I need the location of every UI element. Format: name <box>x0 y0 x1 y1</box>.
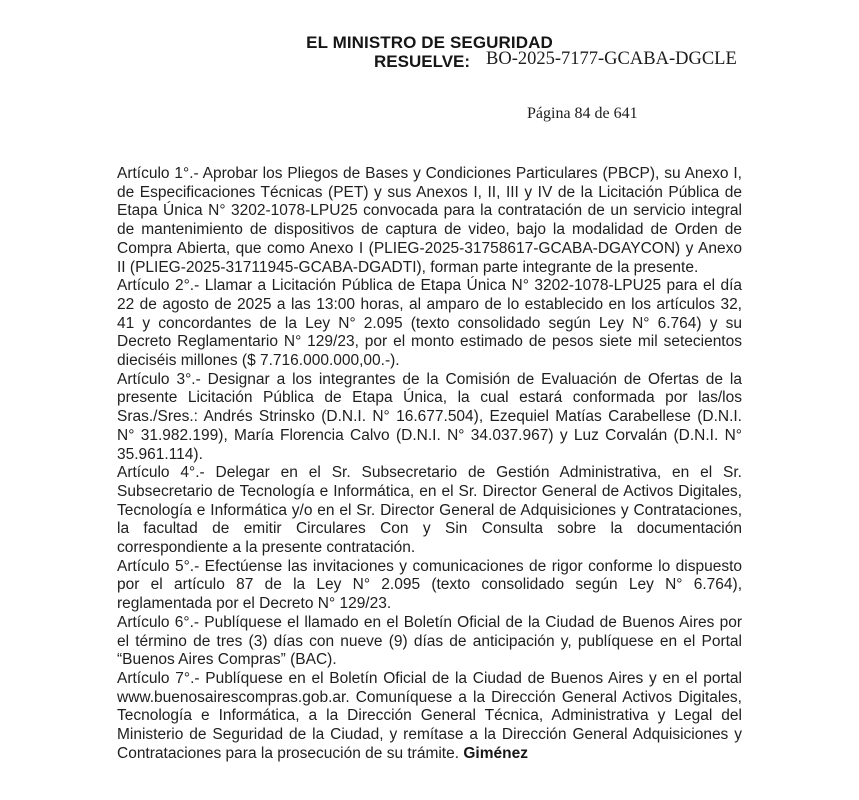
document-code: BO-2025-7177-GCABA-DGCLE <box>486 49 737 69</box>
article-6-paragraph: Artículo 6°.- Publíquese el llamado en el Boletín Oficial de la Ciudad de Buenos Aires por el término de tres (3) días con nueve (9) días de anticipación y, publíquese en el Portal “Buenos Aires Compras” (BAC). <box>117 613 742 669</box>
article-1-paragraph: Artículo 1°.- Aprobar los Pliegos de Bases y Condiciones Particulares (PBCP), su Anexo I, de Especificaciones Técnicas (PET) y sus Anexos I, II, III y IV de la Licitación Pública de Etapa Única N° 3202-1078-LPU25 convocada para la contratación de un servicio integral de mantenimiento de dispositivos de captura de video, bajo la modalidad de Orden de Compra Abierta, que como Anexo I (PLIEG-2025-31758617-GCABA-DGAYCON) y Anexo II (PLIEG-2025-31711945-GCABA-DGADTI), forman parte integrante de la presente. <box>117 165 742 276</box>
article-7-text: Artículo 7°.- Publíquese en el Boletín Oficial de la Ciudad de Buenos Aires y en el portal www.buenosairescompras.gob.ar. Comuníquese a la Dirección General Activos Digitales, Tecnología e Informática, a la Dirección General Técnica, Administrativa y Legal del Ministerio de Seguridad de la Ciudad, y remítase a la Dirección General Adquisiciones y Contrataciones para la prosecución de su trámite. <box>117 669 742 762</box>
resolve-heading: RESUELVE: <box>374 52 471 71</box>
document-title: EL MINISTRO DE SEGURIDAD <box>306 33 553 52</box>
document-body <box>117 165 742 764</box>
article-3-paragraph: Artículo 3°.- Designar a los integrantes de la Comisión de Evaluación de Ofertas de la presente Licitación Pública de Etapa Única, la cual estará conformada por las/los Sras./Sres.: Andrés Strinsko (D.N.I. N° 16.677.504), Ezequiel Matías Carabellese (D.N.I. N° 31.982.199), María Florencia Calvo (D.N.I. N° 34.037.967) y Luz Corvalán (D.N.I. N° 35.961.114). <box>117 370 742 463</box>
article-5-paragraph: Artículo 5°.- Efectúense las invitaciones y comunicaciones de rigor conforme lo dispuesto por el artículo 87 de la Ley N° 2.095 (texto consolidado según Ley N° 6.764), reglamentada por el Decreto N° 129/23. <box>117 557 742 613</box>
article-7-paragraph <box>117 670 742 764</box>
article-4-paragraph: Artículo 4°.- Delegar en el Sr. Subsecretario de Gestión Administrativa, en el Sr. Subsecretario de Tecnología e Informática, en el Sr. Director General de Activos Digitales, Tecnología e Informática y/o en el Sr. Director General de Adquisiciones y Contrataciones, la facultad de emitir Circulares Con y Sin Consulta sobre la documentación correspondiente a la presente contratación. <box>117 464 742 557</box>
page-indicator: Página 84 de 641 <box>527 105 638 122</box>
signature-name: Giménez <box>463 744 528 762</box>
article-2-paragraph: Artículo 2°.- Llamar a Licitación Pública de Etapa Única N° 3202-1078-LPU25 para el día 22 de agosto de 2025 a las 13:00 horas, al amparo de lo establecido en los artículos 32, 41 y concordantes de la Ley N° 2.095 (texto consolidado según Ley N° 6.764) y su Decreto Reglamentario N° 129/23, por el monto estimado de pesos siete mil setecientos dieciséis millones ($ 7.716.000.000,00.-). <box>117 277 742 370</box>
